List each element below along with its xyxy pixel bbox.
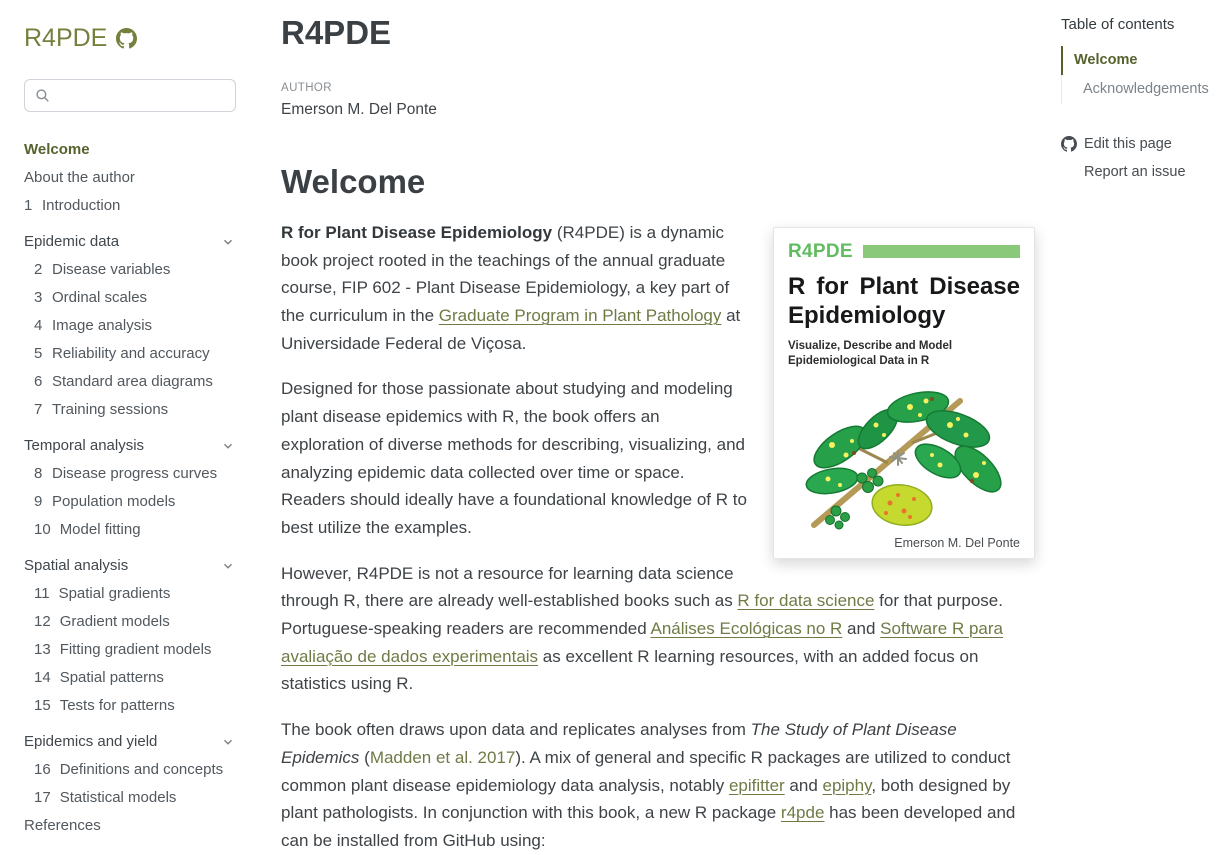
sidebar-item-label: Epidemic data [24, 233, 120, 250]
chapter-number: 11 [34, 585, 50, 602]
sidebar-item-epidemics-and-yield[interactable] [24, 728, 238, 756]
book-cover-image [773, 227, 1035, 559]
sidebar-item-welcome[interactable] [24, 136, 238, 164]
sidebar [0, 0, 250, 846]
sidebar-item-label: About the author [24, 169, 135, 186]
main-content [281, 0, 1035, 850]
paragraph: The book often draws upon data and replicates analyses from The Study of Plant Disease Epidemics (Madden et al. 2017). A mix of general and specific R packages are utilized to conduct common plant disease epidemiology data analysis, notably epifitter and epiphy, both designed by plant pathologists. In conjunction with this book, a new R package r4pde has been developed and can be installed from GitHub using: [281, 720, 1016, 850]
prose [281, 219, 1035, 855]
sidebar-item-image-analysis[interactable] [24, 312, 238, 340]
sidebar-item-label: Ordinal scales [52, 289, 148, 306]
search-input[interactable] [57, 87, 225, 105]
chapter-number: 6 [34, 373, 43, 390]
cover-brand-row [788, 241, 1020, 263]
sidebar-item-label: Statistical models [59, 789, 177, 806]
sidebar-item-label: Spatial analysis [24, 557, 129, 574]
author-label: AUTHOR [281, 81, 332, 94]
sidebar-item-label: Image analysis [52, 317, 153, 334]
sidebar-item-references[interactable] [24, 812, 238, 840]
sidebar-item-label: Fitting gradient models [59, 641, 212, 658]
chapter-number: 12 [34, 613, 51, 630]
sidebar-item-model-fitting[interactable] [24, 516, 238, 544]
sidebar-item-label: Spatial gradients [58, 585, 171, 602]
sidebar-item-standard-area-diagrams[interactable] [24, 368, 238, 396]
cover-plant-illustration [792, 373, 1016, 533]
chevron-down-icon[interactable] [222, 440, 234, 452]
sidebar-item-label: Gradient models [59, 613, 170, 630]
author-name: Emerson M. Del Ponte [281, 100, 437, 118]
sidebar-item-label: Standard area diagrams [52, 373, 213, 390]
sidebar-item-ordinal-scales[interactable] [24, 284, 238, 312]
chevron-down-icon[interactable] [222, 236, 234, 248]
cover-author: Emerson M. Del Ponte [894, 535, 1020, 550]
cover-subtitle-line1: Visualize, Describe and Model [788, 339, 953, 352]
sidebar-item-spatial-analysis[interactable] [24, 552, 238, 580]
sidebar-item-label: Tests for patterns [59, 697, 175, 714]
toc-link-label: Edit this page [1084, 135, 1172, 152]
sidebar-item-population-models[interactable] [24, 488, 238, 516]
sidebar-item-label: Epidemics and yield [24, 733, 158, 750]
chapter-number: 15 [34, 697, 51, 714]
chapter-number: 9 [34, 493, 43, 510]
cover-title-line2: Epidemiology [788, 302, 946, 330]
citation-link-madden-et-al-2017[interactable]: Madden et al. 2017 [369, 747, 516, 767]
toc-link-label: Report an issue [1084, 163, 1186, 180]
chapter-number: 5 [34, 345, 43, 362]
link-r-for-data-science[interactable]: R for data science [737, 591, 875, 611]
toc-item-acknowledgements[interactable]: Acknowledgements [1061, 75, 1212, 104]
page-title: R4PDE [281, 14, 392, 51]
cover-green-bar [863, 245, 1020, 258]
chevron-down-icon[interactable] [222, 736, 234, 748]
sidebar-item-spatial-patterns[interactable] [24, 664, 238, 692]
sidebar-title-row [24, 24, 250, 53]
sidebar-item-gradient-models[interactable] [24, 608, 238, 636]
toc-links [1061, 132, 1212, 185]
cover-title-line1: R for Plant Disease [788, 272, 1020, 300]
cover-brand: R4PDE [788, 240, 853, 262]
sidebar-item-label: Temporal analysis [24, 437, 145, 454]
search-icon [35, 88, 50, 103]
link-graduate-program-in-plant-pathology[interactable]: Graduate Program in Plant Pathology [438, 305, 722, 325]
sidebar-item-definitions-and-concepts[interactable] [24, 756, 238, 784]
chapter-number: 2 [34, 261, 43, 278]
sidebar-item-label: References [24, 817, 101, 834]
paragraph: However, R4PDE is not a resource for learning data science through R, there are already well-established books such as R for data science for that purpose. Portuguese-speaking readers are recommended Análises Ecológicas no R and Software R para avaliação de dados experimentais as excellent R learning resources, with an added focus on statistics using R. [281, 563, 1003, 694]
sidebar-item-label: Population models [52, 493, 176, 510]
cover-subtitle [788, 339, 1020, 369]
chapter-number: 14 [34, 669, 51, 686]
chapter-number: 4 [34, 317, 43, 334]
welcome-heading: Welcome [281, 162, 426, 200]
sidebar-item-disease-progress-curves[interactable] [24, 460, 238, 488]
link-an-lises-ecol-gicas-no-r[interactable]: Análises Ecológicas no R [650, 619, 843, 639]
cover-subtitle-line2: Epidemiological Data in R [788, 354, 930, 367]
sidebar-item-training-sessions[interactable] [24, 396, 238, 424]
sidebar-item-label: Reliability and accuracy [52, 345, 210, 362]
chapter-number: 17 [34, 789, 51, 806]
chapter-number: 10 [34, 521, 51, 538]
paragraph: Designed for those passionate about studying and modeling plant disease epidemics with R, the book offers an exploration of diverse methods for describing, visualizing, and analyzing epidemic data collected over time or space. Readers should ideally have a foundational knowledge of R to best utilize the examples. [281, 379, 747, 537]
sidebar-item-statistical-models[interactable] [24, 784, 238, 812]
toc-sidebar [1035, 0, 1220, 846]
sidebar-item-label: Disease progress curves [52, 465, 218, 482]
sidebar-item-spatial-gradients[interactable] [24, 580, 238, 608]
toc-link-edit-this-page[interactable] [1061, 132, 1212, 157]
chapter-number: 1 [24, 197, 33, 214]
sidebar-item-introduction[interactable] [24, 192, 238, 220]
sidebar-item-label: Spatial patterns [59, 669, 164, 686]
sidebar-item-label: Welcome [24, 141, 90, 158]
sidebar-item-label: Model fitting [59, 521, 141, 538]
paragraph: R for Plant Disease Epidemiology (R4PDE) is a dynamic book project rooted in the teachings of the annual graduate course, FIP 602 - Plant Disease Epidemiology, a key part of the curriculum in the Graduate Program in Plant Pathology at Universidade Federal de Viçosa. [281, 222, 741, 353]
chapter-number: 13 [34, 641, 51, 658]
sidebar-title-link[interactable]: R4PDE [24, 24, 108, 52]
toc-nav [1061, 46, 1212, 104]
chapter-number: 16 [34, 761, 51, 778]
toc-item-welcome[interactable]: Welcome [1061, 46, 1212, 75]
chapter-number: 3 [34, 289, 43, 306]
chapter-number: 8 [34, 465, 43, 482]
link-software-r-para-avalia-o-de-dados-experimentais[interactable]: Software R para avaliação de dados experimentais [281, 619, 1003, 666]
sidebar-item-fitting-gradient-models[interactable] [24, 636, 238, 664]
sidebar-item-reliability-and-accuracy[interactable] [24, 340, 238, 368]
sidebar-item-label: Training sessions [52, 401, 169, 418]
toc-link-report-an-issue[interactable] [1061, 160, 1212, 185]
github-icon [1061, 136, 1077, 152]
sidebar-item-temporal-analysis[interactable] [24, 432, 238, 460]
sidebar-nav [24, 136, 250, 840]
toc-header: Table of contents [1061, 16, 1175, 33]
link-epifitter[interactable]: epifitter [728, 775, 785, 795]
github-icon[interactable] [116, 28, 137, 49]
chapter-number: 7 [34, 401, 43, 418]
sidebar-item-tests-for-patterns[interactable] [24, 692, 238, 720]
chevron-down-icon[interactable] [222, 560, 234, 572]
link-epiphy[interactable]: epiphy [822, 775, 872, 795]
cover-title [788, 272, 1020, 331]
sidebar-item-label: Introduction [42, 197, 121, 214]
sidebar-item-epidemic-data[interactable] [24, 228, 238, 256]
sidebar-item-label: Definitions and concepts [59, 761, 224, 778]
sidebar-item-about-the-author[interactable] [24, 164, 238, 192]
sidebar-item-disease-variables[interactable] [24, 256, 238, 284]
sidebar-item-label: Disease variables [52, 261, 171, 278]
link-r4pde[interactable]: r4pde [780, 803, 825, 823]
search-box[interactable] [24, 79, 236, 112]
